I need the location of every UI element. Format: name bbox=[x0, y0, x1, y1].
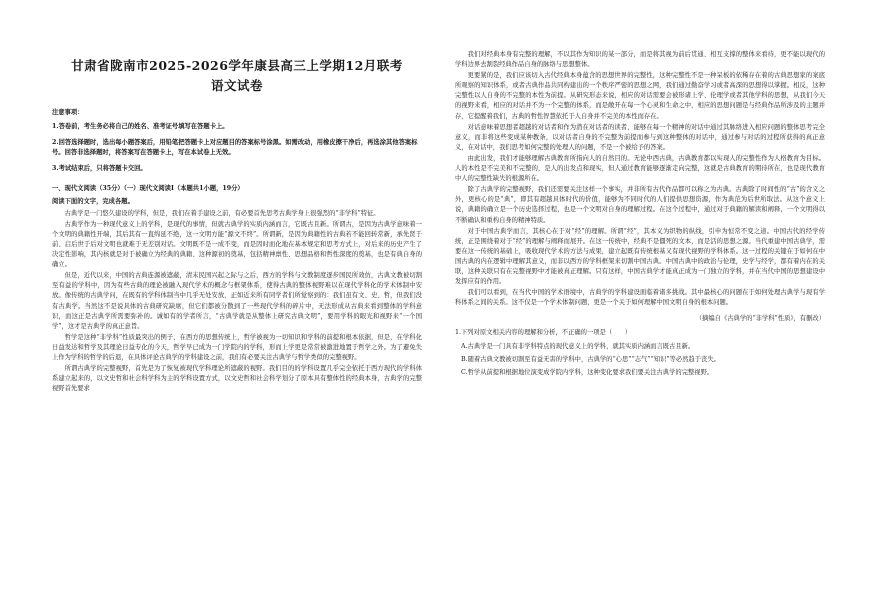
left-column bbox=[52, 48, 422, 395]
section-instruction: 阅读下面的文字，完成各题。 bbox=[52, 197, 134, 205]
passage-paragraph: 由此出发，我们才能够理解古典教育所指向人的自然目的。无论中西古典，古典教育都以实现人的完整性作为人格教育为目标。人的本性是不完美和不完整的，是人的出发点和现实，但人通过教育能够逐渐走向完整，这就是古典教育的期待所在，也是现代教育中人的完整性缺失的根源所在。 bbox=[455, 154, 825, 183]
right-column bbox=[455, 50, 825, 381]
passage-paragraph: 古典学是一门悠久建设的学科，但是，我们在着手建设之前，有必要首先思考古典学身上很强烈的“非学科”特征。 bbox=[64, 209, 380, 217]
option-a: A.古典学是一门具有非学科特点的现代意义上的学科，就其实质内涵而言既古且新。 bbox=[461, 342, 695, 350]
passage-paragraph: 对话意味着思想者超越的对话者和作为潜在对话者的读者，能够在每一个精神的对话中通过其脉络进入相应问题的整体思考完全意义，而非将这些变成某种教条，以对话者自身的不完整为前提而参与到这种整体的对话中，通过参与对话的过程所获得的真正意义，在对话中，我们思考如何完整的处理人的问题，不是一个被给予的答案。 bbox=[455, 123, 825, 151]
passage-paragraph: 更要紧的是，我们应该切入古代经典本身蕴含的思想世界的完整性，这种完整性不是一种呆板的依稀存在着的古典思想家的案底所观察的知识体系，或者古典作品共同构建出的一个秩序严密的思想之网，我们通过勤奋学习或者高深的思想得以掌握。相反，这种完整性以人自身的不完整的本性为前提。从研究形态来说，相应的对话需要会被形诸上学、伦理学或者其他学科的思想，从我们今天的视野来看，相应的对话并不为一个完整的体系，而是敞开在每一个心灵和生命之中，相应的思想问题是与经典作品所涉及的主题并存，它提醒着我们，古典的哲性智慧依托于人自身并不完美的本性而存在。 bbox=[455, 72, 825, 120]
passage-paragraph: 古典学作为一种现代意义上的学科，是现代的事情，但就古典学的实质内涵而言，它既古且新。所谓古，是因为古典学意味着一个文明的典籍性开端，其后其有一直绵延不绝，这一文明方能“源文不终”。所谓新，是因为典籍性的古典若不能回转常新，承先贤于前、启后世于后对文明也就难于无差别对话。文明既不是一成不变，而是因时而化地在基本规定和思考方式上，对后来的历史产生了决定性影响，其内核就是对于被确立为经典的典籍、这种源初的奠基，包括精神禀性、思想品格和哲性深度的奠基，也是有典自身的确立。 bbox=[52, 220, 422, 269]
notice-item-1: 1.答卷前，考生务必将自己的姓名、准考证号填写在答题卡上。 bbox=[52, 123, 229, 131]
passage-paragraph: 但是，近代以来，中国的古典连源被遮蔽，清末民国兴起之际与之后，西方的学科与文教制度逐步国民所效仿，古典文教被切割至有益的学科中，因为有些古典的理论被融入现代学术的概念与框架体系，使得古典的整体视野难以在现代学科化的学术体制中安放。像传统的古典学问，在既有的学科体制当中几乎无处安放，正如近来所有同学者们所觉察到的：我们虽有文、史、哲，但我们没有古典学。当然这不是说具体的古典研究缺席，但它们都被分散到了一些现代学科的碎片中，无法形成从古典来看到整体的学科意识，而这正是古典学所需要弥补的。诚如有的学者所言，“古典学就是从整体上研究古典文明”，要用学科的眼光和视野来“一个国学”，这才是古典学的真正意旨。 bbox=[52, 272, 422, 330]
exam-title-line1: 甘肃省陇南市2025-2026学年康县高三上学期12月联考 bbox=[71, 58, 403, 73]
passage-paragraph: 我们对经典本身有完整的理解，不以其作为知识的某一部分，而是将其视为前后贯通、相互支撑的整体来看待，更不能以现代的学科边界去割裂经典作品自身的脉络与思想整体。 bbox=[455, 51, 825, 69]
passage-paragraph: 我们可以看到，在当代中国的学术语境中，古典学的学科建设面临着诸多挑战。其中最核心的问题在于如何处理古典学与现有学科体系之间的关系。这不仅是一个学术体制问题，更是一个关于如何理解中国文明自身的根本问题。 bbox=[455, 289, 825, 307]
passage-paragraph: 所谓古典学的完整视野，首先是为了恢复被现代学科理论所遮蔽的视野。我们目的的学科设置几乎完全依托于西方现代的学科体系建立起来的，以文史哲和社会科学科为主的学科设置方式，以文史哲和社会科学划分了原本具有整体性的经典本身，古典学的完整视野首先要求 bbox=[52, 365, 422, 393]
notice-heading: 注意事项： bbox=[52, 109, 84, 116]
source-citation: （摘编自《古典学的“非学科”性质》，有删改） bbox=[695, 315, 825, 323]
option-b: B.随着古典文教被切割至有益无害的学科中，古典学的“心思”“志气”“知识”等必然趋于丧失。 bbox=[461, 355, 720, 363]
notice-item-2: 2.回答选择题时，选出每小题答案后，用铅笔把答题卡上对应题目的答案标号涂黑。如需改动，用橡皮擦干净后，再选涂其他答案标号。回答非选择题时，将答案写在答题卡上，写在本试卷上无效。 bbox=[52, 139, 418, 157]
notice-item-3: 3.考试结束后，只将答题卡交回。 bbox=[52, 165, 147, 173]
passage-paragraph: 除了古典学的完整视野，我们还需要关注这样一个事实，并非所有古代作品都可以称之为古典。古典除了时间性的“古”的含义之外，更核心的是“典”，即其有超越具体时代的价值，能够为不同时代的人们提供思想资源，作为典范为后世所取法。从这个意义上说，典籍的确立是一个历史选择过程，也是一个文明对自身的理解过程。在这个过程中，通过对于典籍的解读和阐释，一个文明得以不断确认和重构自身的精神特质。 bbox=[455, 186, 825, 224]
passage-paragraph: 对于中国古典学而言，其核心在于对“经”的理解。所谓“经”，其本义为织物的纵线，引申为恒常不变之道。中国古代的经学传统，正是围绕着对于“经”的理解与阐释而展开。在这一传统中，经典不是僵死的文本，而是活的思想之源。当代重建中国古典学，需要在这一传统的基础上，吸收现代学术的方法与成果，建立起既有传统根基又有现代视野的学科体系。这一过程的关键在于如何在中国古典的内在逻辑中理解其意义，而非以西方的学科框架来切割中国古典。中国古典中的政治与伦理，史学与经学，都有着内在的关联，这种关联只有在完整视野中才能被真正理解。只有这样，中国古典学才能真正成为一门独立的学科，并在当代中国的思想建设中发挥应有的作用。 bbox=[455, 227, 825, 286]
exam-title-line2: 语文试卷 bbox=[210, 78, 263, 93]
option-c: C.哲学从前提和根据地位演变成学院内学科，这种变化要求我们要关注古典学的完整视野。 bbox=[461, 368, 714, 376]
question-stem: 1.下列对原文相关内容的理解和分析，不正确的一项是（ ） bbox=[455, 329, 632, 337]
passage-paragraph: 哲学是这种“非学科”性质最突出的例子，在西方的思想传统上，哲学被视为一切知识和学科的前提和根本依据，但是，在学科化日益发达和哲学及其理论日益专化的今天，哲学早已成为一门学院内的学科，形而上学更是常常被激进地置于哲学之外。为了避免失上作为学科的哲学的后退，在具体评论古典学的学科建设之前，我们有必要关注古典学与哲学类似的完整视野。 bbox=[52, 333, 422, 361]
section-heading: 一、现代文阅读（35分）（一）现代文阅读Ⅰ（本题共1小题，19分） bbox=[52, 185, 244, 193]
